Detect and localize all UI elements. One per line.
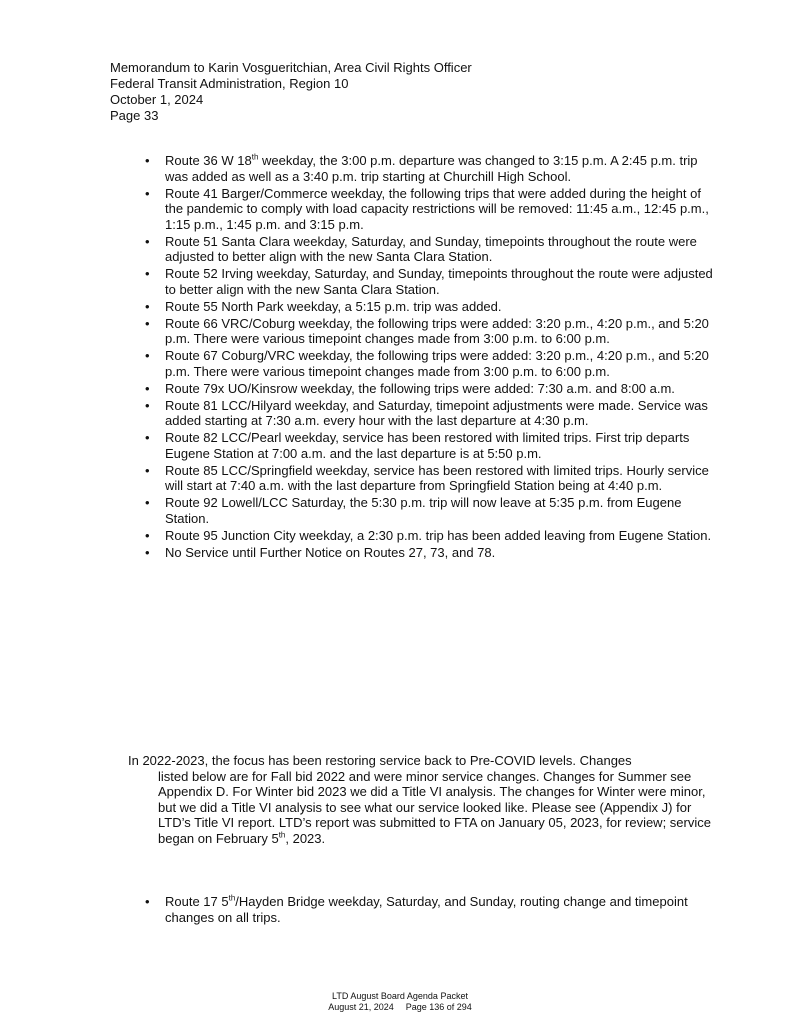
list-item: • Route 55 North Park weekday, a 5:15 p.m. trip was added. xyxy=(145,299,717,315)
route-17-list xyxy=(145,894,717,925)
list-item: • Route 17 5th/Hayden Bridge weekday, Saturday, and Sunday, routing change and timepoint changes on all trips. xyxy=(145,894,717,925)
list-item: • Route 51 Santa Clara weekday, Saturday, and Sunday, timepoints throughout the route were adjusted to better align with the new Santa Clara Station. xyxy=(145,234,717,265)
memo-header xyxy=(110,60,472,124)
list-item: • Route 81 LCC/Hilyard weekday, and Saturday, timepoint adjustments were made. Service was added starting at 7:30 a.m. every hour with the last departure at 4:30 p.m. xyxy=(145,398,717,429)
list-item: • Route 85 LCC/Springfield weekday, service has been restored with limited trips. Hourly service will start at 7:40 a.m. with the last departure from Springfield Station being at 4:40 p.m. xyxy=(145,463,717,494)
list-item: • Route 92 Lowell/LCC Saturday, the 5:30 p.m. trip will now leave at 5:35 p.m. from Eugene Station. xyxy=(145,495,717,526)
list-item: • No Service until Further Notice on Routes 27, 73, and 78. xyxy=(145,545,717,561)
page-footer xyxy=(0,991,800,1012)
memo-agency: Federal Transit Administration, Region 10 xyxy=(110,76,349,91)
memo-page-number: Page 33 xyxy=(110,108,159,123)
list-item: • Route 82 LCC/Pearl weekday, service has been restored with limited trips. First trip departs Eugene Station at 7:00 a.m. and the last departure is at 5:50 p.m. xyxy=(145,430,717,461)
list-item: • Route 36 W 18th weekday, the 3:00 p.m. departure was changed to 3:15 p.m. A 2:45 p.m. trip was added as well as a 3:40 p.m. trip starting at Churchill High School. xyxy=(145,153,717,184)
memo-date: October 1, 2024 xyxy=(110,92,204,107)
route-changes-list xyxy=(145,153,717,562)
footer-page-count: Page 136 of 294 xyxy=(405,1001,472,1012)
list-item: • Route 41 Barger/Commerce weekday, the following trips that were added during the height of the pandemic to comply with load capacity restrictions will be removed: 11:45 a.m., 12:45 p.m., 1:15 p.m., 1:45 p.m. and 3:15 p.m. xyxy=(145,186,717,233)
paragraph-first-line: In 2022-2023, the focus has been restoring service back to Pre-COVID levels. Changes xyxy=(128,753,632,768)
service-restoration-paragraph xyxy=(128,753,718,846)
list-item: • Route 79x UO/Kinsrow weekday, the following trips were added: 7:30 a.m. and 8:00 a.m. xyxy=(145,381,717,397)
list-item: • Route 52 Irving weekday, Saturday, and Sunday, timepoints throughout the route were adjusted to better align with the new Santa Clara Station. xyxy=(145,266,717,297)
list-item: • Route 66 VRC/Coburg weekday, the following trips were added: 3:20 p.m., 4:20 p.m., and 5:20 p.m. There were various timepoint changes made from 3:00 p.m. to 6:00 p.m. xyxy=(145,316,717,347)
list-item: • Route 95 Junction City weekday, a 2:30 p.m. trip has been added leaving from Eugene Station. xyxy=(145,528,717,544)
footer-packet-title: LTD August Board Agenda Packet xyxy=(332,991,468,1001)
footer-date-page xyxy=(0,1002,800,1013)
list-item: • Route 67 Coburg/VRC weekday, the following trips were added: 3:20 p.m., 4:20 p.m., and 5:20 p.m. There were various timepoint changes made from 3:00 p.m. to 6:00 p.m. xyxy=(145,348,717,379)
memo-recipient: Memorandum to Karin Vosgueritchian, Area Civil Rights Officer xyxy=(110,60,472,75)
paragraph-body: listed below are for Fall bid 2022 and were minor service changes. Changes for Summer see Appendix D. For Winter bid 2023 we did a Title VI analysis. The changes for Winter were minor, but we did a Title VI analysis to see what our service looked like. Please see (Appendix J) for LTD’s Title VI report. LTD’s report was submitted to FTA on January 05, 2023, for review; service began on February 5th, 2023. xyxy=(158,768,711,846)
footer-date: August 21, 2024 xyxy=(328,1001,394,1012)
